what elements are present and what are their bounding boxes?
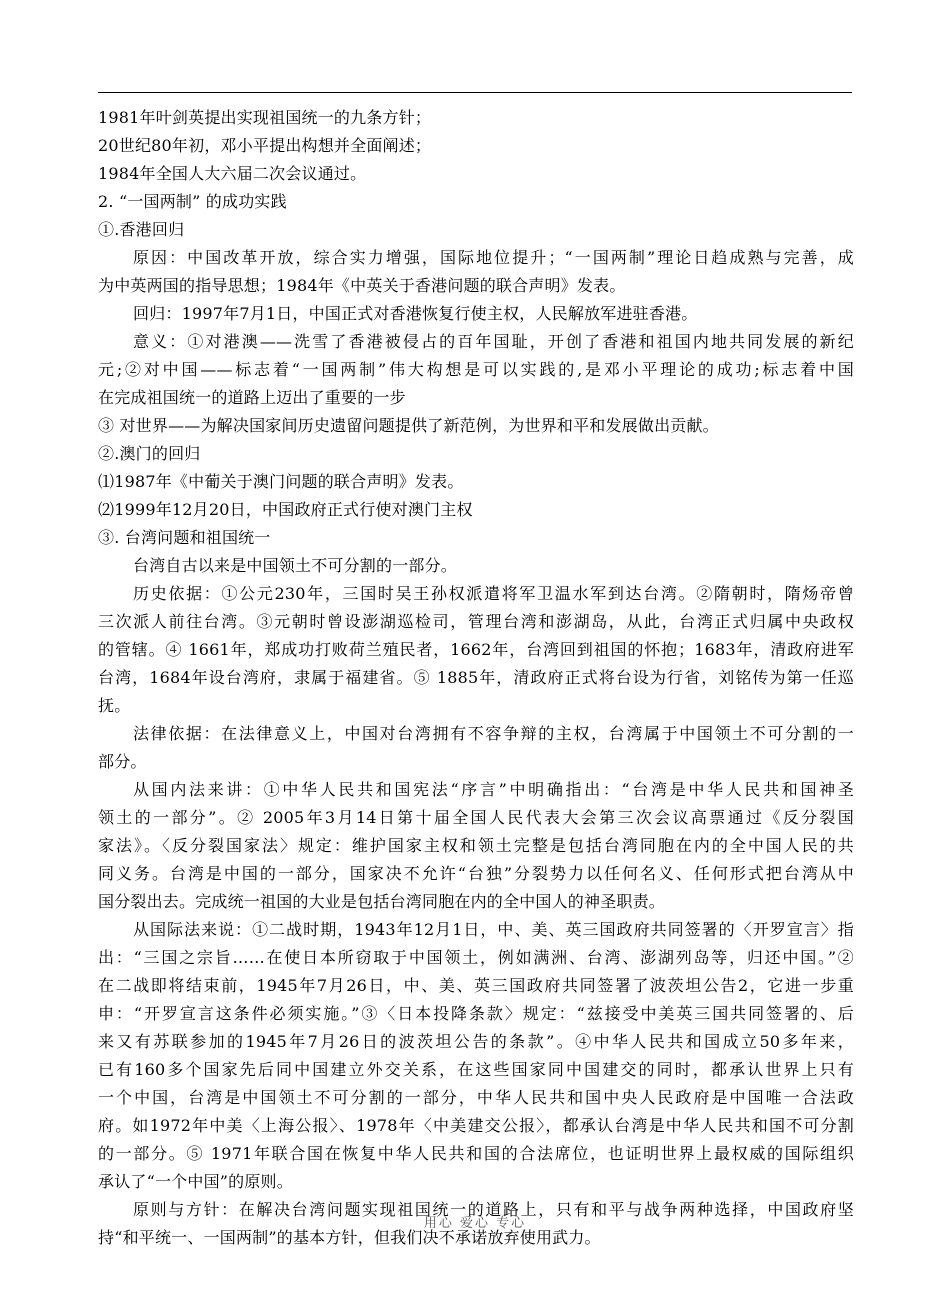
text-line: 历史依据：①公元230年，三国时吴王孙权派遣将军卫温水军到达台湾。②隋朝时，隋炀帝曾 [133, 584, 854, 603]
text-line: 意义：①对港澳——洗雪了香港被侵占的百年国耻，开创了香港和祖国内地共同发展的新纪 [133, 332, 854, 351]
text-line: 从国内法来讲：①中华人民共和国宪法“序言”中明确指出：“台湾是中华人民共和国神圣 [133, 780, 854, 799]
text-line: 的管辖。④ 1661年，郑成功打败荷兰殖民者，1662年，台湾回到祖国的怀抱；1683年，清政府进军 [98, 640, 854, 659]
text-line: 三次派人前往台湾。③元朝时曾设澎湖巡检司，管理台湾和澎湖岛，从此，台湾正式归属中央政权 [98, 612, 854, 631]
text-line: 法律依据：在法律意义上，中国对台湾拥有不容争辩的主权，台湾属于中国领土不可分割的一 [133, 724, 854, 743]
text-line: 1981年叶剑英提出实现祖国统一的九条方针； [98, 108, 432, 127]
text-line: 原则与方针：在解决台湾问题实现祖国统一的道路上，只有和平与战争两种选择，中国政府坚 [133, 1200, 854, 1219]
text-line: 20世纪80年初，邓小平提出构想并全面阐述； [98, 136, 432, 155]
text-line: 从国际法来说：①二战时期，1943年12月1日，中、美、英三国政府共同签署的〈开罗宣言〉指 [133, 920, 854, 939]
text-line: 出：“三国之宗旨……在使日本所窃取于中国领土，例如满洲、台湾、澎湖列岛等，归还中国。”② [98, 948, 854, 967]
text-line: 家法》。〈反分裂国家法〉规定：维护国家主权和领土完整是包括台湾同胞在内的全中国人民的共 [98, 836, 854, 855]
text-line: 在二战即将结束前，1945年7月26日，中、美、英三国政府共同签署了波茨坦公告2，它进一步重 [98, 976, 854, 995]
text-line: 1984年全国人大六届二次会议通过。 [98, 164, 367, 183]
text-line: 国分裂出去。完成统一祖国的大业是包括台湾同胞在内的全中国人的神圣职责。 [98, 892, 666, 911]
header-rule [98, 92, 852, 93]
text-line: ①.香港回归 [98, 220, 185, 239]
text-line: ⑵1999年12月20日，中国政府正式行使对澳门主权 [98, 500, 473, 519]
text-line: 台湾自古以来是中国领土不可分割的一部分。 [133, 556, 458, 575]
text-line: 回归：1997年7月1日，中国正式对香港恢复行使主权，人民解放军进驻香港。 [133, 304, 698, 323]
text-line: 为中英两国的指导思想；1984年《中英关于香港问题的联合声明》发表。 [98, 276, 626, 295]
text-line: 府。如1972年中美〈上海公报〉、1978年〈中美建交公报〉，都承认台湾是中华人民共和国不可分割 [98, 1116, 854, 1135]
text-line: 2. “一国两制” 的成功实践 [98, 192, 287, 211]
text-line: 台湾，1684年设台湾府，隶属于福建省。⑤ 1885年，清政府正式将台设为行省，刘铭传为第一任巡 [98, 668, 854, 687]
text-line: 承认了“一个中国”的原则。 [98, 1172, 293, 1191]
text-line: ③. 台湾问题和祖国统一 [98, 528, 271, 547]
text-line: ⑴1987年《中葡关于澳门问题的联合声明》发表。 [98, 472, 464, 491]
text-line: 申：“开罗宣言这条件必须实施。”③〈日本投降条款〉规定：“兹接受中美英三国共同签署的、后 [98, 1004, 854, 1023]
text-line: 已有160多个国家先后同中国建立外交关系，在这些国家同中国建交的同时，都承认世界上只有 [98, 1060, 854, 1079]
page-footer: 用心 爱心 专心 [423, 1216, 527, 1231]
text-line: 原因：中国改革开放，综合实力增强，国际地位提升；“一国两制”理论日趋成熟与完善，成 [133, 248, 854, 267]
text-line: 的一部分。⑤ 1971年联合国在恢复中华人民共和国的合法席位，也证明世界上最权威的国际组织 [98, 1144, 854, 1163]
text-line: 来又有苏联参加的1945年7月26日的波茨坦公告的条款”。④中华人民共和国成立50多年来， [98, 1032, 854, 1051]
text-line: 领土的一部分”。② 2005年3月14日第十届全国人民代表大会第三次会议高票通过《反分裂国 [98, 808, 854, 827]
text-line: 同义务。台湾是中国的一部分，国家决不允许“台独”分裂势力以任何名义、任何形式把台湾从中 [98, 864, 854, 883]
text-line: ②.澳门的回归 [98, 444, 201, 463]
text-line: 在完成祖国统一的道路上迈出了重要的一步 [98, 388, 406, 407]
text-line: 持“和平统一、一国两制”的基本方针，但我们决不承诺放弃使用武力。 [98, 1228, 601, 1247]
text-line: 部分。 [98, 752, 147, 771]
text-line: ③ 对世界——为解决国家间历史遗留问题提供了新范例，为世界和平和发展做出贡献。 [98, 416, 719, 435]
text-line: 抚。 [98, 696, 131, 715]
text-line: 元;②对中国——标志着“一国两制”伟大构想是可以实践的,是邓小平理论的成功;标志着中国 [98, 360, 854, 379]
text-line: 一个中国，台湾是中国领土不可分割的一部分，中华人民共和国中央人民政府是中国唯一合法政 [98, 1088, 854, 1107]
document-body [98, 104, 854, 1252]
